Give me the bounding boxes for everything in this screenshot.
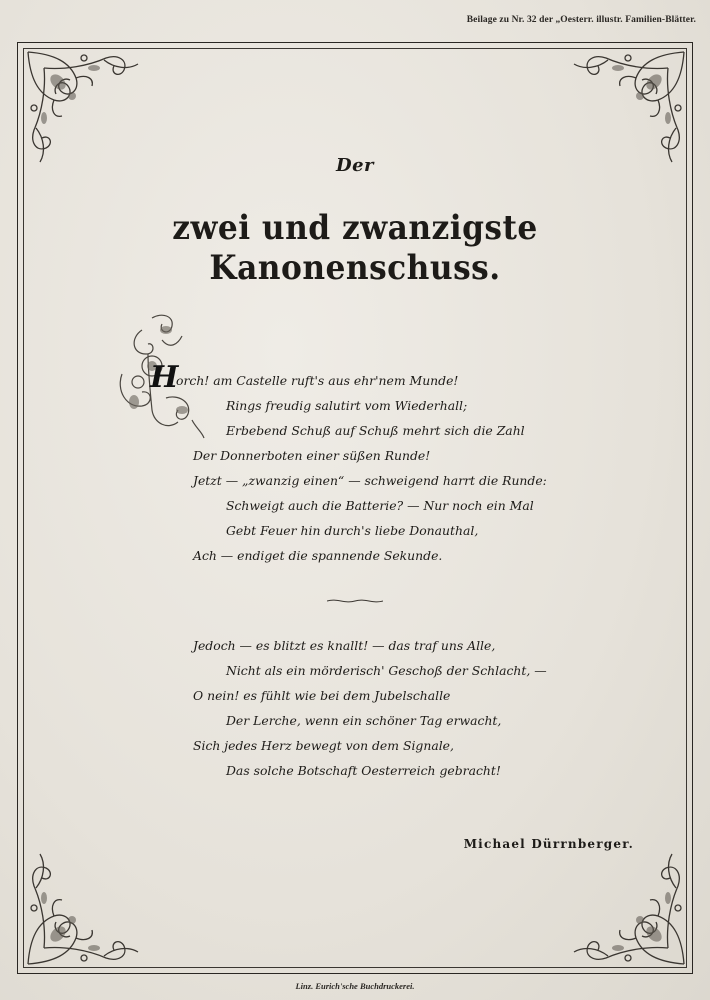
verse-line: Schweigt auch die Batterie? — Nur noch ein Mal [226, 498, 534, 513]
verse-line: Das solche Botschaft Oesterreich gebracht! [226, 763, 501, 778]
initial-letter: H [150, 360, 179, 395]
corner-flourish-icon [24, 48, 144, 168]
verse-line: Nicht als ein mörderisch' Geschoß der Schlacht, — [226, 663, 547, 678]
divider-flourish-icon [327, 598, 383, 604]
supplement-note: Beilage zu Nr. 32 der „Oesterr. illustr. Familien-Blätter. [466, 15, 696, 25]
verse-line: Jetzt — „zwanzig einen“ — schweigend harrt die Runde: [193, 473, 547, 488]
verse-line: Der Donnerboten einer süßen Runde! [193, 448, 431, 463]
verse-line: orch! am Castelle ruft's aus ehr'nem Munde! [176, 373, 459, 388]
verse-line: Erbebend Schuß auf Schuß mehrt sich die Zahl [226, 423, 525, 438]
verse-line: Der Lerche, wenn ein schöner Tag erwacht, [226, 713, 502, 728]
author-signature: Michael Dürrnberger. [463, 837, 634, 851]
verse-line: O nein! es fühlt wie bei dem Jubelschalle [193, 688, 451, 703]
printer-imprint: Linz. Eurich'sche Buchdruckerei. [295, 981, 415, 991]
verse-line: Ach — endiget die spannende Sekunde. [193, 548, 443, 563]
corner-flourish-icon [24, 848, 144, 968]
verse-line: Gebt Feuer hin durch's liebe Donauthal, [226, 523, 479, 538]
title-article: Der [335, 155, 375, 176]
verse-line: Rings freudig salutirt vom Wiederhall; [226, 398, 468, 413]
verse-line: Sich jedes Herz bewegt von dem Signale, [193, 738, 454, 753]
page-title: zwei und zwanzigste Kanonenschuss. [172, 208, 538, 288]
verse-line: Jedoch — es blitzt es knallt! — das traf uns Alle, [193, 638, 496, 653]
corner-flourish-icon [568, 848, 688, 968]
corner-flourish-icon [568, 48, 688, 168]
